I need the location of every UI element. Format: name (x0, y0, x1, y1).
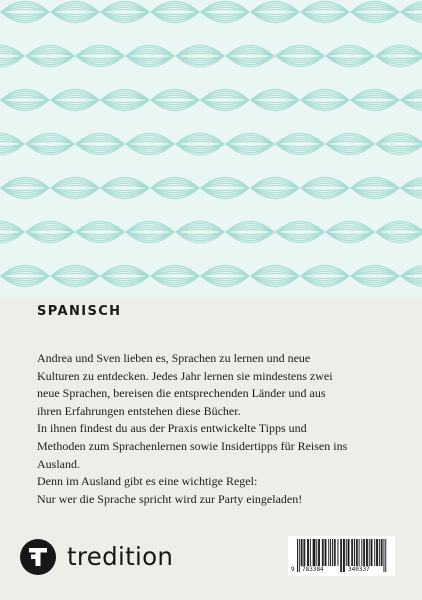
description-line: Andrea und Sven lieben es, Sprachen zu lernen und neue (37, 351, 311, 365)
barcode-bar (382, 539, 383, 566)
barcode-bar (337, 539, 338, 566)
barcode-bar (328, 539, 329, 566)
barcode-bar (372, 539, 373, 566)
weave-strand (151, 2, 199, 23)
barcode-bar (302, 539, 303, 566)
barcode-bar (379, 539, 380, 566)
weave-strand (326, 134, 374, 155)
weave-strand (251, 2, 299, 23)
weave-strand (101, 90, 149, 111)
weave-strand (276, 134, 324, 155)
weave-strand (176, 222, 224, 243)
barcode-bar (304, 539, 305, 566)
weave-strand (401, 90, 422, 111)
weave-strand (351, 2, 399, 23)
weave-strand (376, 46, 422, 67)
barcode-left-digits: 783384 (302, 566, 324, 573)
barcode-bar (316, 539, 317, 566)
description-line: Methoden zum Sprachenlernen sowie Insidertipps für Reisen ins (37, 438, 348, 453)
weave-strand (301, 178, 349, 199)
barcode-bar (308, 539, 309, 566)
barcode-bar (346, 539, 347, 566)
publisher-logo (20, 537, 173, 577)
weave-strand (326, 222, 374, 243)
barcode-bar (366, 539, 367, 566)
barcode-bar (369, 539, 370, 566)
barcode-bar (330, 539, 331, 566)
weave-strand (276, 222, 324, 243)
weave-strand (76, 46, 124, 67)
barcode-bar (326, 539, 327, 566)
description-line: Ausland. (37, 456, 80, 471)
barcode-bar (348, 539, 349, 566)
description-line: Nur wer die Sprache spricht wird zur Party eingeladen! (37, 491, 303, 506)
weave-strand (51, 90, 99, 111)
weave-strand (401, 266, 422, 287)
isbn-barcode (288, 536, 395, 576)
weave-strand (76, 222, 124, 243)
weave-strand (176, 134, 224, 155)
weave-strand (251, 266, 299, 287)
weave-strand (376, 134, 422, 155)
weave-strand (1, 266, 49, 287)
tredition-t-logo-icon (20, 539, 56, 575)
weave-strand (76, 134, 124, 155)
woven-pattern-graphic (0, 0, 422, 298)
barcode-bar (349, 539, 350, 566)
weave-strand (101, 2, 149, 23)
weave-strand (51, 178, 99, 199)
barcode-prefix-digit: 9 (291, 566, 295, 573)
weave-strand (201, 178, 249, 199)
weave-strand (0, 222, 24, 243)
barcode-bar (357, 539, 358, 566)
weave-strand (401, 178, 422, 199)
weave-strand (251, 90, 299, 111)
weave-strand (226, 134, 274, 155)
weave-strand (201, 266, 249, 287)
weave-strand (26, 46, 74, 67)
barcode-bar (363, 539, 364, 566)
weave-strand (326, 46, 374, 67)
weave-strand (101, 266, 149, 287)
weave-strand (351, 266, 399, 287)
barcode-bar (313, 539, 314, 566)
barcode-bar (367, 539, 368, 566)
weave-strand (126, 46, 174, 67)
weave-strand (51, 266, 99, 287)
weave-strand (351, 90, 399, 111)
weave-strand (26, 134, 74, 155)
barcode-bar (301, 539, 302, 566)
barcode-bar (356, 539, 357, 566)
weave-strand (51, 2, 99, 23)
weave-strand (126, 134, 174, 155)
weave-strand (151, 178, 199, 199)
weave-strand (151, 266, 199, 287)
weave-strand (1, 90, 49, 111)
barcode-bar (351, 539, 352, 566)
barcode-right-digits: 340337 (348, 566, 370, 573)
description-line: In ihnen findest du aus der Praxis entwickelte Tipps und (37, 421, 307, 436)
weave-strand (101, 178, 149, 199)
barcode-bar (314, 539, 315, 566)
barcode-bar (318, 539, 319, 566)
weave-strand (201, 2, 249, 23)
description-line: Kulturen zu entdecken. Jedes Jahr lernen sie mindestens zwei (37, 368, 333, 383)
weave-strand (226, 46, 274, 67)
weave-strand (251, 178, 299, 199)
barcode-bar (322, 539, 323, 566)
barcode-bar (374, 539, 375, 566)
barcode-bar (334, 539, 335, 566)
barcode-bar (325, 539, 326, 566)
barcode-bar (361, 539, 362, 566)
barcode-digits (288, 566, 395, 575)
barcode-bar (319, 539, 320, 566)
description-line: ihren Erfahrungen entstehen diese Bücher. (37, 403, 241, 418)
weave-strand (0, 46, 24, 67)
book-description (37, 350, 407, 508)
barcode-bar (310, 539, 311, 566)
barcode-bar (376, 539, 377, 566)
weave-strand (301, 266, 349, 287)
barcode-bar (335, 539, 336, 566)
description-line: neue Sprachen, bereisen die entsprechenden Länder und aus (37, 386, 326, 401)
weave-strand (276, 46, 324, 67)
weave-strand (376, 222, 422, 243)
weave-strand (201, 90, 249, 111)
weave-strand (1, 178, 49, 199)
woven-pattern-background (0, 0, 422, 298)
weave-strand (176, 46, 224, 67)
weave-strand (0, 134, 24, 155)
description-line: Denn im Ausland gibt es eine wichtige Regel: (37, 474, 258, 489)
barcode-bar (323, 539, 324, 566)
barcode-bar (364, 539, 365, 566)
barcode-bar (332, 539, 333, 566)
weave-strand (226, 222, 274, 243)
weave-strand (26, 222, 74, 243)
book-title: SPANISCH (37, 304, 122, 319)
weave-strand (301, 90, 349, 111)
publisher-name: tredition (67, 541, 174, 571)
weave-strand (1, 2, 49, 23)
weave-strand (301, 2, 349, 23)
weave-strand (351, 178, 399, 199)
barcode-bar (371, 539, 372, 566)
barcode-bar (303, 539, 304, 566)
barcode-bar (359, 539, 360, 566)
weave-strand (126, 222, 174, 243)
barcode-bar (354, 539, 355, 566)
barcode-bar (377, 539, 378, 566)
barcode-bar (314, 539, 315, 566)
weave-strand (401, 2, 422, 23)
barcode-bar (352, 539, 353, 566)
weave-strand (151, 90, 199, 111)
barcode-bar (381, 539, 382, 566)
barcode-bar (307, 539, 308, 566)
